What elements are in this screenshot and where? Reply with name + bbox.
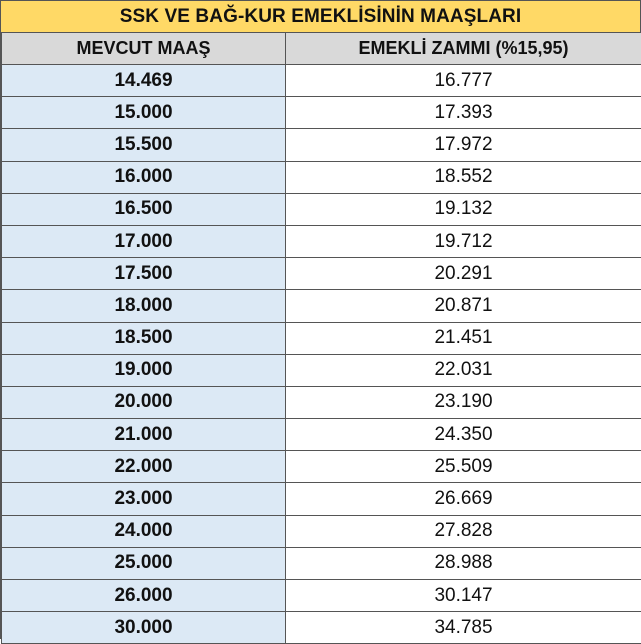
table-row [2,290,641,322]
table-row [2,161,641,193]
raised-salary-cell: 34.785 [286,612,641,644]
table-row [2,258,641,290]
current-salary-cell: 22.000 [2,451,286,483]
raised-salary-cell: 19.132 [286,193,641,225]
column-header-current-salary: MEVCUT MAAŞ [2,33,286,65]
table-row [2,354,641,386]
table-row [2,129,641,161]
current-salary-cell: 24.000 [2,515,286,547]
table-row [2,193,641,225]
table-row [2,386,641,418]
raised-salary-cell: 21.451 [286,322,641,354]
raised-salary-cell: 28.988 [286,547,641,579]
current-salary-cell: 26.000 [2,580,286,612]
current-salary-cell: 16.500 [2,193,286,225]
table-row [2,451,641,483]
current-salary-cell: 19.000 [2,354,286,386]
table-body [2,65,641,644]
raised-salary-cell: 16.777 [286,65,641,97]
current-salary-cell: 14.469 [2,65,286,97]
table-row [2,419,641,451]
current-salary-cell: 23.000 [2,483,286,515]
current-salary-cell: 15.500 [2,129,286,161]
raised-salary-cell: 23.190 [286,386,641,418]
table-row [2,547,641,579]
current-salary-cell: 18.000 [2,290,286,322]
raised-salary-cell: 19.712 [286,225,641,257]
current-salary-cell: 30.000 [2,612,286,644]
current-salary-cell: 25.000 [2,547,286,579]
table-row [2,97,641,129]
table-title: SSK VE BAĞ-KUR EMEKLİSİNİN MAAŞLARI [1,1,641,33]
raised-salary-cell: 24.350 [286,419,641,451]
header-row [2,33,641,65]
table-row [2,225,641,257]
raised-salary-cell: 25.509 [286,451,641,483]
current-salary-cell: 16.000 [2,161,286,193]
raised-salary-cell: 17.393 [286,97,641,129]
raised-salary-cell: 27.828 [286,515,641,547]
raised-salary-cell: 20.291 [286,258,641,290]
table-row [2,483,641,515]
raised-salary-cell: 18.552 [286,161,641,193]
current-salary-cell: 17.500 [2,258,286,290]
table-row [2,322,641,354]
raised-salary-cell: 20.871 [286,290,641,322]
raised-salary-cell: 17.972 [286,129,641,161]
current-salary-cell: 17.000 [2,225,286,257]
table-row [2,612,641,644]
raised-salary-cell: 22.031 [286,354,641,386]
current-salary-cell: 21.000 [2,419,286,451]
table-row [2,515,641,547]
column-header-raised-salary: EMEKLİ ZAMMI (%15,95) [286,33,641,65]
current-salary-cell: 20.000 [2,386,286,418]
current-salary-cell: 18.500 [2,322,286,354]
table-row [2,580,641,612]
raised-salary-cell: 30.147 [286,580,641,612]
salary-table [1,33,641,644]
raised-salary-cell: 26.669 [286,483,641,515]
table-row [2,65,641,97]
current-salary-cell: 15.000 [2,97,286,129]
